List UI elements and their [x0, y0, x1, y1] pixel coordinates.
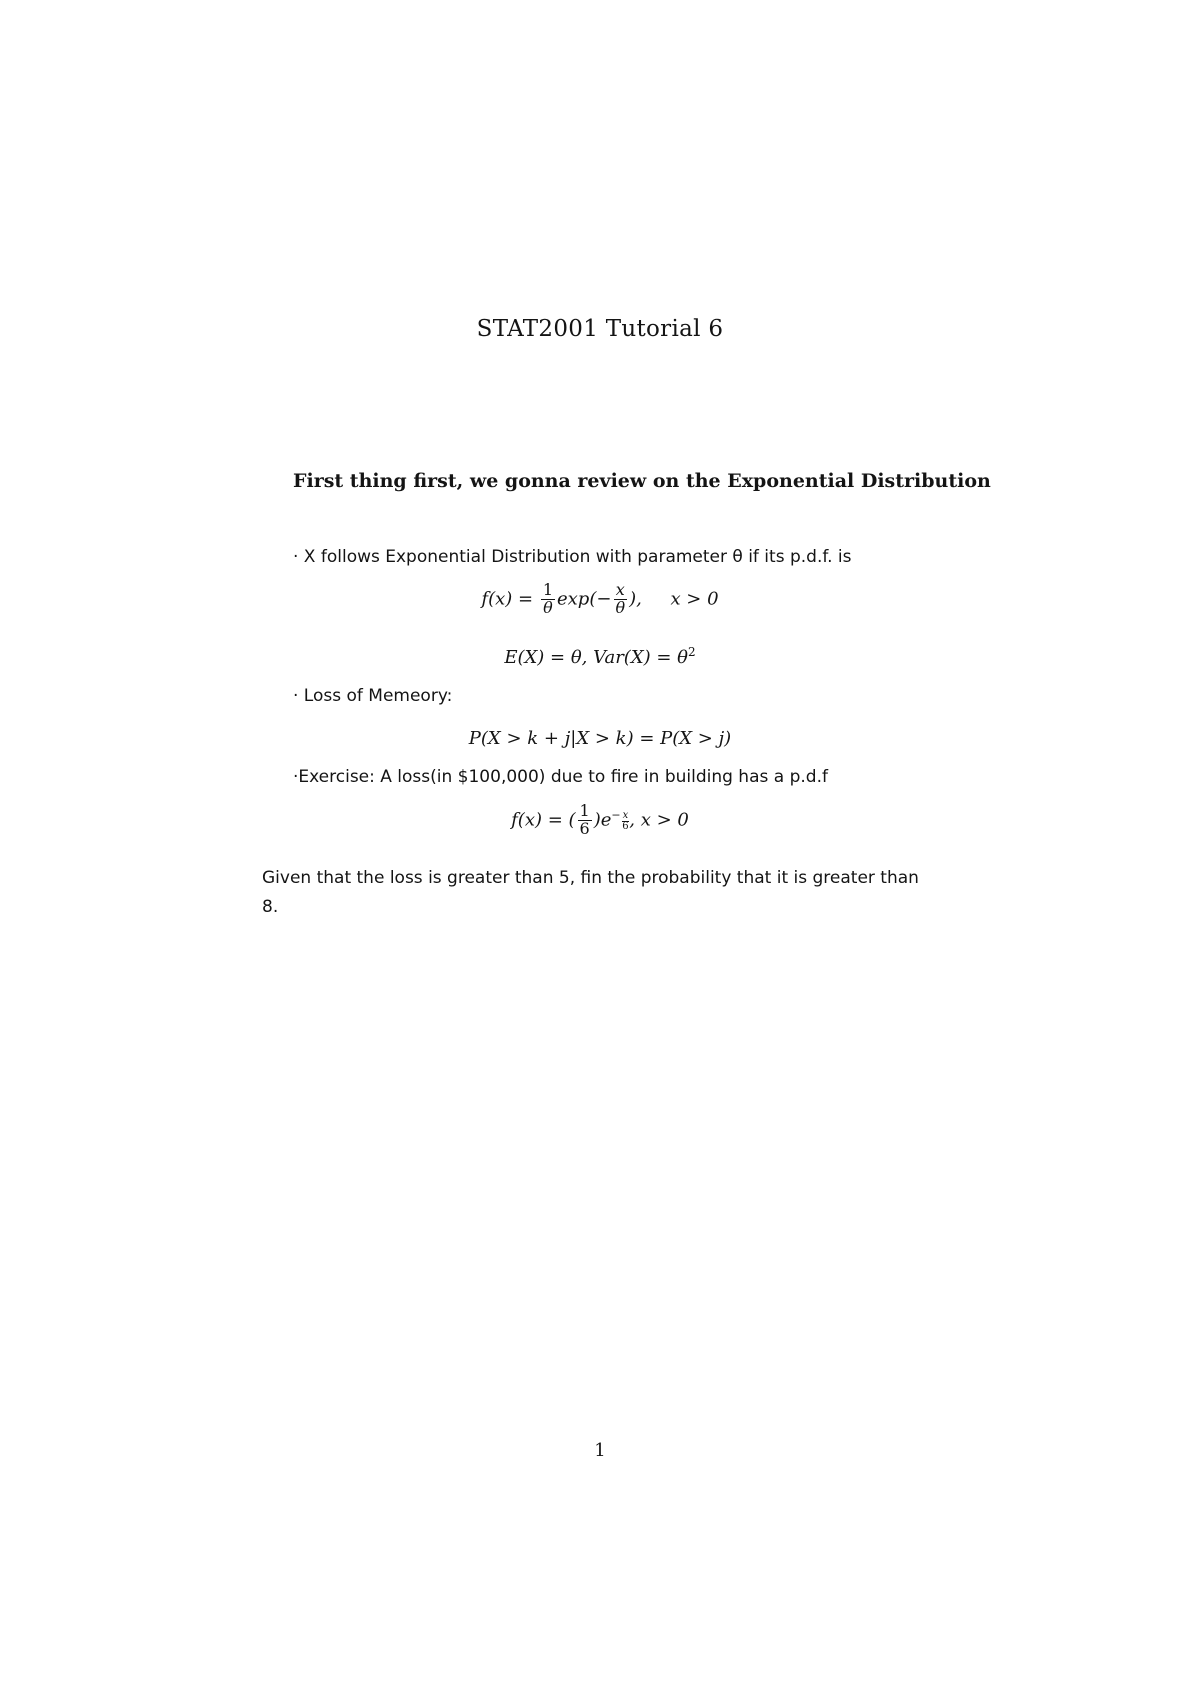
- exercise-pdf-equation: [0, 803, 1200, 838]
- ex-sup-num: x: [622, 810, 629, 822]
- page-number: 1: [594, 1440, 606, 1461]
- memoryless-equation: P(X > k + j|X > k) = P(X > j): [468, 728, 732, 749]
- ex-fraction: [578, 803, 592, 838]
- ex-sup-minus: −: [611, 808, 621, 822]
- section-heading: First thing first, we gonna review on the Exponential Distribution: [293, 470, 991, 492]
- ex-domain: , x > 0: [629, 809, 689, 831]
- memory-text: · Loss of Memeory:: [293, 686, 453, 706]
- ex-lhs: f(x) = (: [511, 809, 576, 831]
- pdf-frac-den: θ: [543, 597, 553, 617]
- pdf-close: ),: [629, 588, 642, 610]
- pdf-fraction: [541, 582, 555, 617]
- pdf-frac-num: 1: [542, 580, 553, 599]
- moments-equation: [0, 645, 1200, 668]
- ex-frac-den: 6: [579, 818, 590, 838]
- pdf-arg-fraction: [613, 582, 627, 617]
- moments-sup: 2: [688, 645, 696, 659]
- ex-frac-num: 1: [579, 801, 590, 820]
- page-title: STAT2001 Tutorial 6: [476, 316, 724, 342]
- question-line-1: Given that the loss is greater than 5, fin the probability that it is greater than: [262, 868, 919, 888]
- definition-text: · X follows Exponential Distribution with parameter θ if its p.d.f. is: [293, 547, 852, 567]
- pdf-arg-num: x: [615, 580, 625, 599]
- pdf-lhs: f(x) =: [481, 588, 534, 610]
- question-line-2: 8.: [262, 897, 279, 917]
- moments-text: E(X) = θ, Var(X) = θ: [504, 647, 689, 668]
- ex-close: )e: [593, 809, 612, 831]
- pdf-exp: exp(−: [557, 588, 612, 610]
- pdf-arg-den: θ: [615, 597, 626, 617]
- exercise-text: ·Exercise: A loss(in $100,000) due to fire in building has a p.d.f: [293, 767, 828, 787]
- pdf-equation: [0, 582, 1200, 617]
- pdf-domain: x > 0: [670, 588, 719, 610]
- ex-sup-den: 6: [622, 821, 629, 833]
